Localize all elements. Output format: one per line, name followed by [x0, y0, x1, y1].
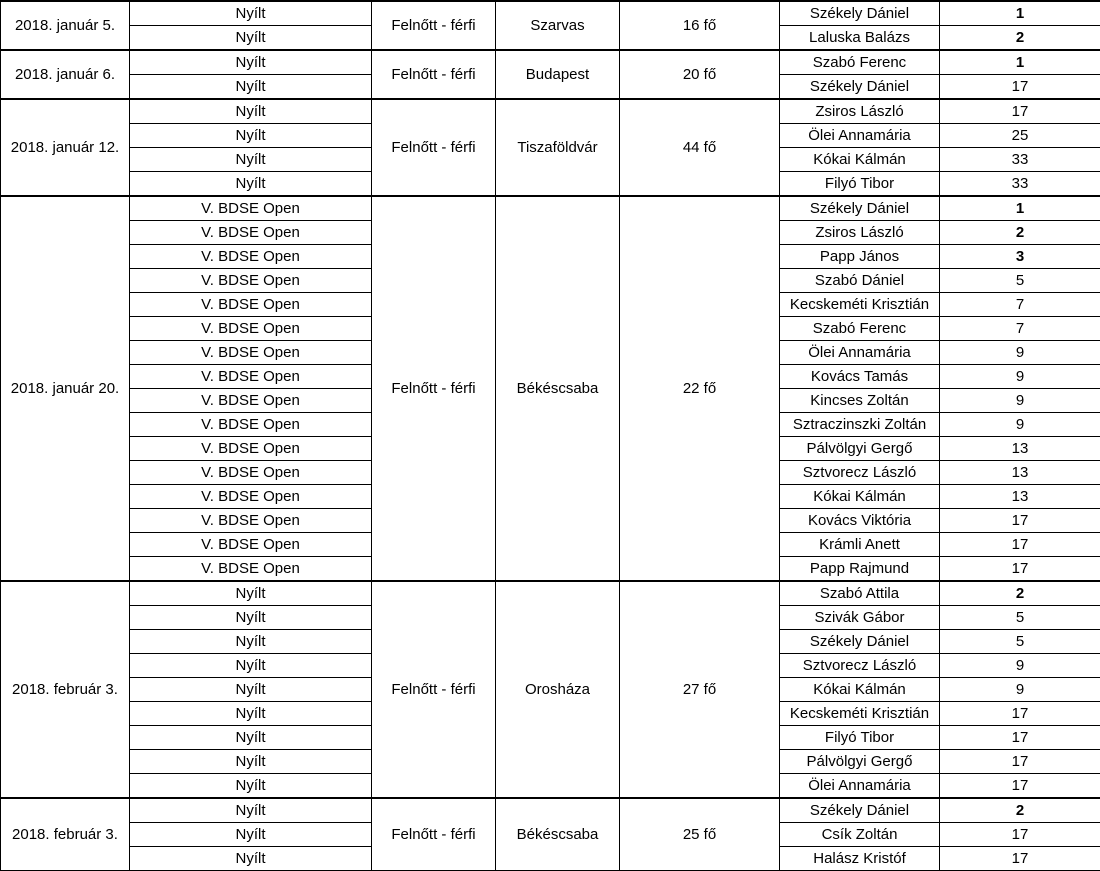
- competitor-name-cell: Filyó Tibor: [780, 172, 940, 197]
- event-cell: Nyílt: [130, 678, 372, 702]
- competitor-name-cell: Szabó Ferenc: [780, 317, 940, 341]
- event-cell: Nyílt: [130, 50, 372, 75]
- competition-group: [1, 581, 1100, 798]
- competitor-name-cell: Papp Rajmund: [780, 557, 940, 582]
- table-row: [1, 99, 1100, 124]
- date-cell: 2018. február 3.: [1, 581, 130, 798]
- competitor-name-cell: Ölei Annamária: [780, 774, 940, 799]
- event-cell: Nyílt: [130, 75, 372, 100]
- event-cell: V. BDSE Open: [130, 413, 372, 437]
- competitor-name-cell: Székely Dániel: [780, 1, 940, 26]
- category-cell: Felnőtt - férfi: [372, 798, 496, 871]
- placement-cell: 1: [940, 50, 1100, 75]
- placement-cell: 17: [940, 774, 1100, 799]
- participants-cell: 25 fő: [620, 798, 780, 871]
- competitor-name-cell: Laluska Balázs: [780, 26, 940, 51]
- event-cell: V. BDSE Open: [130, 293, 372, 317]
- event-cell: Nyílt: [130, 774, 372, 799]
- competitor-name-cell: Szabó Dániel: [780, 269, 940, 293]
- competition-group: [1, 196, 1100, 581]
- event-cell: Nyílt: [130, 823, 372, 847]
- date-cell: 2018. január 12.: [1, 99, 130, 196]
- placement-cell: 9: [940, 365, 1100, 389]
- event-cell: V. BDSE Open: [130, 437, 372, 461]
- competitor-name-cell: Filyó Tibor: [780, 726, 940, 750]
- competitor-name-cell: Pálvölgyi Gergő: [780, 750, 940, 774]
- event-cell: V. BDSE Open: [130, 389, 372, 413]
- competitor-name-cell: Kovács Tamás: [780, 365, 940, 389]
- competitor-name-cell: Zsiros László: [780, 99, 940, 124]
- event-cell: V. BDSE Open: [130, 245, 372, 269]
- competitor-name-cell: Halász Kristóf: [780, 847, 940, 871]
- competition-group: [1, 99, 1100, 196]
- competitor-name-cell: Sztvorecz László: [780, 654, 940, 678]
- placement-cell: 17: [940, 750, 1100, 774]
- event-cell: V. BDSE Open: [130, 485, 372, 509]
- participants-cell: 22 fő: [620, 196, 780, 581]
- placement-cell: 5: [940, 269, 1100, 293]
- competitor-name-cell: Székely Dániel: [780, 798, 940, 823]
- placement-cell: 9: [940, 413, 1100, 437]
- location-cell: Szarvas: [496, 1, 620, 50]
- date-cell: 2018. január 6.: [1, 50, 130, 99]
- competitor-name-cell: Székely Dániel: [780, 75, 940, 100]
- event-cell: V. BDSE Open: [130, 196, 372, 221]
- placement-cell: 9: [940, 678, 1100, 702]
- competitor-name-cell: Sztvorecz László: [780, 461, 940, 485]
- table-row: [1, 1, 1100, 26]
- event-cell: Nyílt: [130, 750, 372, 774]
- placement-cell: 17: [940, 99, 1100, 124]
- event-cell: V. BDSE Open: [130, 509, 372, 533]
- location-cell: Békéscsaba: [496, 196, 620, 581]
- placement-cell: 5: [940, 606, 1100, 630]
- participants-cell: 20 fő: [620, 50, 780, 99]
- table-row: [1, 50, 1100, 75]
- competitor-name-cell: Kókai Kálmán: [780, 485, 940, 509]
- competitor-name-cell: Csík Zoltán: [780, 823, 940, 847]
- location-cell: Békéscsaba: [496, 798, 620, 871]
- competitor-name-cell: Kecskeméti Krisztián: [780, 702, 940, 726]
- competitor-name-cell: Krámli Anett: [780, 533, 940, 557]
- placement-cell: 2: [940, 221, 1100, 245]
- competitor-name-cell: Sztraczinszki Zoltán: [780, 413, 940, 437]
- category-cell: Felnőtt - férfi: [372, 196, 496, 581]
- placement-cell: 13: [940, 437, 1100, 461]
- event-cell: Nyílt: [130, 726, 372, 750]
- placement-cell: 17: [940, 847, 1100, 871]
- placement-cell: 1: [940, 1, 1100, 26]
- table-row: [1, 196, 1100, 221]
- table-row: [1, 581, 1100, 606]
- event-cell: V. BDSE Open: [130, 269, 372, 293]
- event-cell: V. BDSE Open: [130, 557, 372, 582]
- placement-cell: 7: [940, 293, 1100, 317]
- event-cell: Nyílt: [130, 172, 372, 197]
- competition-group: [1, 50, 1100, 99]
- participants-cell: 16 fő: [620, 1, 780, 50]
- competitor-name-cell: Szabó Ferenc: [780, 50, 940, 75]
- event-cell: Nyílt: [130, 702, 372, 726]
- competitor-name-cell: Zsiros László: [780, 221, 940, 245]
- competitor-name-cell: Székely Dániel: [780, 630, 940, 654]
- event-cell: Nyílt: [130, 148, 372, 172]
- event-cell: V. BDSE Open: [130, 533, 372, 557]
- event-cell: Nyílt: [130, 630, 372, 654]
- competitor-name-cell: Székely Dániel: [780, 196, 940, 221]
- placement-cell: 2: [940, 798, 1100, 823]
- participants-cell: 44 fő: [620, 99, 780, 196]
- event-cell: V. BDSE Open: [130, 365, 372, 389]
- location-cell: Orosháza: [496, 581, 620, 798]
- placement-cell: 3: [940, 245, 1100, 269]
- date-cell: 2018. február 3.: [1, 798, 130, 871]
- placement-cell: 1: [940, 196, 1100, 221]
- placement-cell: 25: [940, 124, 1100, 148]
- event-cell: Nyílt: [130, 847, 372, 871]
- event-cell: Nyílt: [130, 1, 372, 26]
- date-cell: 2018. január 20.: [1, 196, 130, 581]
- event-cell: Nyílt: [130, 124, 372, 148]
- placement-cell: 17: [940, 509, 1100, 533]
- placement-cell: 17: [940, 702, 1100, 726]
- category-cell: Felnőtt - férfi: [372, 1, 496, 50]
- date-cell: 2018. január 5.: [1, 1, 130, 50]
- placement-cell: 17: [940, 823, 1100, 847]
- event-cell: V. BDSE Open: [130, 221, 372, 245]
- competitor-name-cell: Ölei Annamária: [780, 124, 940, 148]
- placement-cell: 9: [940, 341, 1100, 365]
- competitor-name-cell: Papp János: [780, 245, 940, 269]
- placement-cell: 2: [940, 581, 1100, 606]
- event-cell: Nyílt: [130, 99, 372, 124]
- event-cell: Nyílt: [130, 798, 372, 823]
- competitor-name-cell: Ölei Annamária: [780, 341, 940, 365]
- competitor-name-cell: Kecskeméti Krisztián: [780, 293, 940, 317]
- placement-cell: 17: [940, 557, 1100, 582]
- event-cell: Nyílt: [130, 581, 372, 606]
- placement-cell: 2: [940, 26, 1100, 51]
- placement-cell: 17: [940, 75, 1100, 100]
- event-cell: Nyílt: [130, 654, 372, 678]
- event-cell: Nyílt: [130, 26, 372, 51]
- event-cell: V. BDSE Open: [130, 317, 372, 341]
- competitor-name-cell: Szabó Attila: [780, 581, 940, 606]
- competitor-name-cell: Kincses Zoltán: [780, 389, 940, 413]
- placement-cell: 9: [940, 389, 1100, 413]
- participants-cell: 27 fő: [620, 581, 780, 798]
- competitor-name-cell: Pálvölgyi Gergő: [780, 437, 940, 461]
- competitor-name-cell: Szivák Gábor: [780, 606, 940, 630]
- placement-cell: 13: [940, 485, 1100, 509]
- placement-cell: 17: [940, 533, 1100, 557]
- placement-cell: 33: [940, 148, 1100, 172]
- placement-cell: 17: [940, 726, 1100, 750]
- event-cell: Nyílt: [130, 606, 372, 630]
- competitor-name-cell: Kókai Kálmán: [780, 148, 940, 172]
- placement-cell: 33: [940, 172, 1100, 197]
- placement-cell: 9: [940, 654, 1100, 678]
- placement-cell: 13: [940, 461, 1100, 485]
- category-cell: Felnőtt - férfi: [372, 50, 496, 99]
- competition-group: [1, 1, 1100, 50]
- category-cell: Felnőtt - férfi: [372, 99, 496, 196]
- location-cell: Budapest: [496, 50, 620, 99]
- location-cell: Tiszaföldvár: [496, 99, 620, 196]
- placement-cell: 5: [940, 630, 1100, 654]
- competition-group: [1, 798, 1100, 871]
- event-cell: V. BDSE Open: [130, 341, 372, 365]
- competitor-name-cell: Kovács Viktória: [780, 509, 940, 533]
- table-row: [1, 798, 1100, 823]
- competitor-name-cell: Kókai Kálmán: [780, 678, 940, 702]
- category-cell: Felnőtt - férfi: [372, 581, 496, 798]
- placement-cell: 7: [940, 317, 1100, 341]
- event-cell: V. BDSE Open: [130, 461, 372, 485]
